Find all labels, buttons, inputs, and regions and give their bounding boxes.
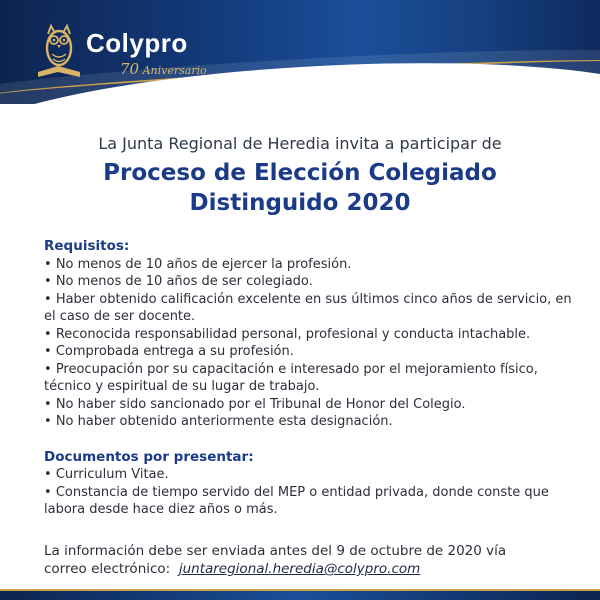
deadline-line-1: La información debe ser enviada antes del 9 de octubre de 2020 vía bbox=[44, 543, 507, 559]
deadline-notice bbox=[44, 542, 574, 578]
logo-anniversary bbox=[120, 60, 207, 78]
requisitos-list bbox=[44, 256, 574, 431]
anniversary-number: 70 bbox=[120, 60, 140, 78]
list-item: • Comprobada entrega a su profesión. bbox=[44, 343, 574, 361]
list-item: • Constancia de tiempo servido del MEP o entidad privada, donde conste que labora desde hace diez años o más. bbox=[44, 484, 574, 519]
bottom-bar bbox=[0, 591, 600, 600]
colypro-logo bbox=[34, 14, 224, 84]
intro-text: La Junta Regional de Heredia invita a participar de bbox=[98, 134, 502, 153]
body-content bbox=[44, 238, 574, 519]
title-line-1: Proceso de Elección Colegiado bbox=[103, 160, 497, 186]
list-item: • Haber obtenido calificación excelente en sus últimos cinco años de servicio, en el caso de ser docente. bbox=[44, 291, 574, 326]
list-item: • Preocupación por su capacitación e interesado por el mejoramiento físico, técnico y espiritual de su lugar de trabajo. bbox=[44, 361, 574, 396]
list-item: • No haber sido sancionado por el Tribunal de Honor del Colegio. bbox=[44, 396, 574, 414]
header-banner bbox=[0, 0, 600, 104]
documentos-list bbox=[44, 466, 574, 519]
list-item: • No haber obtenido anteriormente esta designación. bbox=[44, 413, 574, 431]
anniversary-word: Aniversario bbox=[142, 64, 207, 77]
email-link[interactable]: juntaregional.heredia@colypro.com bbox=[178, 561, 421, 577]
list-item: • No menos de 10 años de ser colegiado. bbox=[44, 273, 574, 291]
logo-wordmark: Colypro bbox=[86, 28, 188, 58]
email-prefix: correo electrónico: bbox=[44, 561, 171, 577]
list-item: • Reconocida responsabilidad personal, profesional y conducta intachable. bbox=[44, 326, 574, 344]
list-item: • Curriculum Vitae. bbox=[44, 466, 574, 484]
requisitos-heading: Requisitos: bbox=[44, 238, 130, 254]
title-line-2: Distinguido 2020 bbox=[189, 190, 411, 216]
spacer bbox=[44, 431, 574, 449]
documentos-heading: Documentos por presentar: bbox=[44, 448, 254, 465]
owl-icon bbox=[34, 14, 84, 80]
list-item: • No menos de 10 años de ejercer la profesión. bbox=[44, 256, 574, 274]
page-title bbox=[0, 158, 600, 218]
deadline-line-2 bbox=[44, 560, 574, 578]
